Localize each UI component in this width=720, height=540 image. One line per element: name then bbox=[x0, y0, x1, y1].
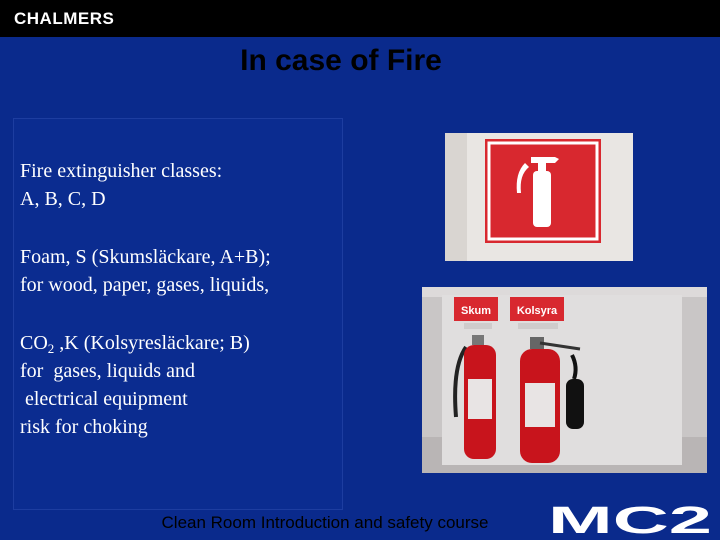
mc2-logo-text: MC2 bbox=[548, 503, 712, 537]
co2-label: CO bbox=[20, 332, 48, 354]
mc2-logo bbox=[545, 503, 715, 537]
paragraph-line: electrical equipment bbox=[20, 388, 188, 410]
paragraph-line: A, B, C, D bbox=[20, 188, 106, 210]
fire-extinguishers-photo bbox=[422, 287, 707, 473]
fire-extinguisher-sign-photo bbox=[445, 133, 633, 261]
paragraph-line: risk for choking bbox=[20, 416, 148, 438]
paragraph-line: Foam, S (Skumsläckare, A+B); bbox=[20, 246, 271, 268]
chalmers-logo: CHALMERS bbox=[14, 9, 115, 28]
slide-title: In case of Fire bbox=[240, 44, 442, 77]
footer-text: Clean Room Introduction and safety course bbox=[161, 513, 489, 532]
co2-subscript: 2 bbox=[47, 341, 55, 356]
paragraph-line: for wood, paper, gases, liquids, bbox=[20, 274, 270, 296]
paragraph-foam bbox=[20, 243, 271, 299]
paragraph-line: for gases, liquids and bbox=[20, 360, 195, 382]
sign-kolsyra: Kolsyra bbox=[516, 305, 558, 317]
top-bar bbox=[0, 0, 720, 37]
paragraph-line: Fire extinguisher classes: bbox=[20, 160, 223, 182]
paragraph-line: ,K (Kolsyresläckare; B) bbox=[54, 332, 250, 354]
paragraph-classes bbox=[20, 157, 222, 213]
paragraph-co2 bbox=[20, 329, 250, 441]
sign-skum: Skum bbox=[461, 305, 491, 317]
